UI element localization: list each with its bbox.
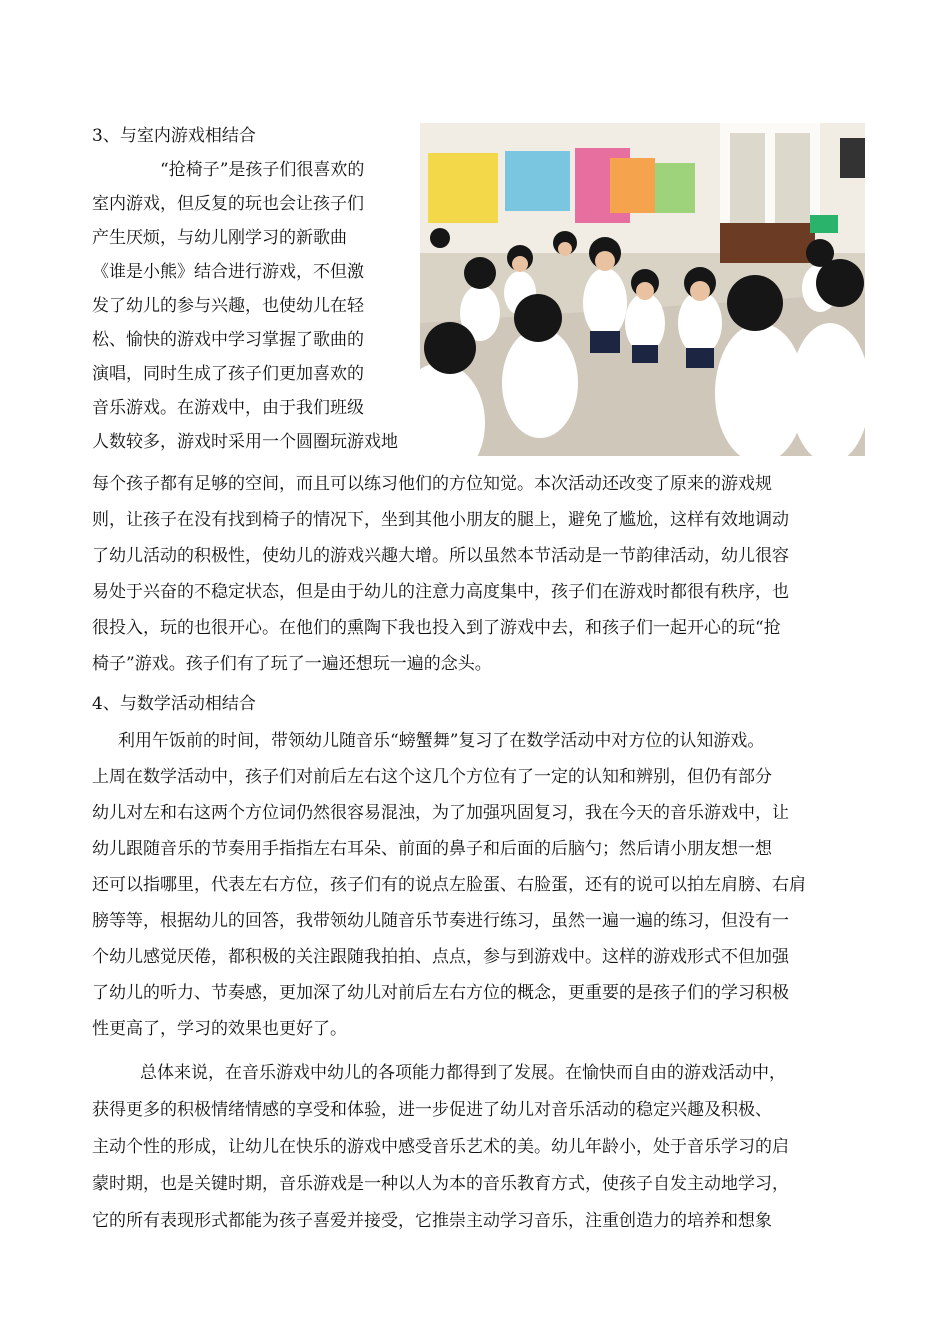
- paragraph-line: 总体来说，在音乐游戏中幼儿的各项能力都得到了发展。在愉快而自由的游戏活动中，: [140, 1063, 786, 1083]
- section-3-heading: 3、与室内游戏相结合: [92, 126, 256, 146]
- paragraph-line: 主动个性的形成，让幼儿在快乐的游戏中感受音乐艺术的美。幼儿年龄小，处于音乐学习的启: [92, 1137, 789, 1157]
- paragraph-line: 产生厌烦，与幼儿刚学习的新歌曲: [92, 228, 347, 248]
- paragraph-line: 还可以指哪里，代表左右方位，孩子们有的说点左脸蛋、右脸蛋，还有的说可以拍左肩膀、右肩: [92, 875, 806, 895]
- paragraph-line: 幼儿跟随音乐的节奏用手指指左右耳朵、前面的鼻子和后面的后脑勺；然后请小朋友想一想: [92, 839, 772, 859]
- paragraph-line: 椅子”游戏。孩子们有了玩了一遍还想玩一遍的念头。: [92, 654, 492, 674]
- paragraph-line: 膀等等，根据幼儿的回答，我带领幼儿随音乐节奏进行练习，虽然一遍一遍的练习，但没有一: [92, 911, 789, 931]
- paragraph-line: 发了幼儿的参与兴趣，也使幼儿在轻: [92, 296, 364, 316]
- paragraph-line: 松、愉快的游戏中学习掌握了歌曲的: [92, 330, 364, 350]
- paragraph-line: 人数较多，游戏时采用一个圆圈玩游戏地: [92, 432, 398, 452]
- children-playing-illustration: [420, 123, 865, 456]
- paragraph-line: 了幼儿的听力、节奏感，更加深了幼儿对前后左右方位的概念，更重要的是孩子们的学习积极: [92, 983, 789, 1003]
- paragraph-line: 个幼儿感觉厌倦，都积极的关注跟随我拍拍、点点，参与到游戏中。这样的游戏形式不但加强: [92, 947, 789, 967]
- paragraph-line: 室内游戏，但反复的玩也会让孩子们: [92, 194, 364, 214]
- classroom-photo: [420, 123, 865, 456]
- paragraph-line: 易处于兴奋的不稳定状态，但是由于幼儿的注意力高度集中，孩子们在游戏时都很有秩序，也: [92, 582, 789, 602]
- paragraph-line: 每个孩子都有足够的空间，而且可以练习他们的方位知觉。本次活动还改变了原来的游戏规: [92, 474, 772, 494]
- paragraph-line: 获得更多的积极情绪情感的享受和体验，进一步促进了幼儿对音乐活动的稳定兴趣及积极、: [92, 1100, 772, 1120]
- paragraph-line: 它的所有表现形式都能为孩子喜爱并接受，它推崇主动学习音乐，注重创造力的培养和想象: [92, 1211, 772, 1231]
- paragraph-line: 《谁是小熊》结合进行游戏，不但激: [92, 262, 364, 282]
- paragraph-line: 演唱，同时生成了孩子们更加喜欢的: [92, 364, 364, 384]
- paragraph-line: 上周在数学活动中，孩子们对前后左右这个这几个方位有了一定的认知和辨别，但仍有部分: [92, 767, 772, 787]
- paragraph-line: 幼儿对左和右这两个方位词仍然很容易混浊，为了加强巩固复习，我在今天的音乐游戏中，让: [92, 803, 789, 823]
- paragraph-line: 则，让孩子在没有找到椅子的情况下，坐到其他小朋友的腿上，避免了尴尬，这样有效地调动: [92, 510, 789, 530]
- paragraph-line: 蒙时期，也是关键时期，音乐游戏是一种以人为本的音乐教育方式，使孩子自发主动地学习，: [92, 1174, 789, 1194]
- paragraph-line: 很投入，玩的也很开心。在他们的熏陶下我也投入到了游戏中去，和孩子们一起开心的玩“抢: [92, 618, 781, 638]
- paragraph-line: “抢椅子”是孩子们很喜欢的: [160, 160, 365, 180]
- paragraph-line: 利用午饭前的时间，带领幼儿随音乐“螃蟹舞”复习了在数学活动中对方位的认知游戏。: [118, 731, 765, 751]
- paragraph-line: 性更高了，学习的效果也更好了。: [92, 1019, 347, 1039]
- section-4-heading: 4、与数学活动相结合: [92, 694, 256, 714]
- paragraph-line: 了幼儿活动的积极性，使幼儿的游戏兴趣大增。所以虽然本节活动是一节韵律活动，幼儿很容: [92, 546, 789, 566]
- paragraph-line: 音乐游戏。在游戏中，由于我们班级: [92, 398, 364, 418]
